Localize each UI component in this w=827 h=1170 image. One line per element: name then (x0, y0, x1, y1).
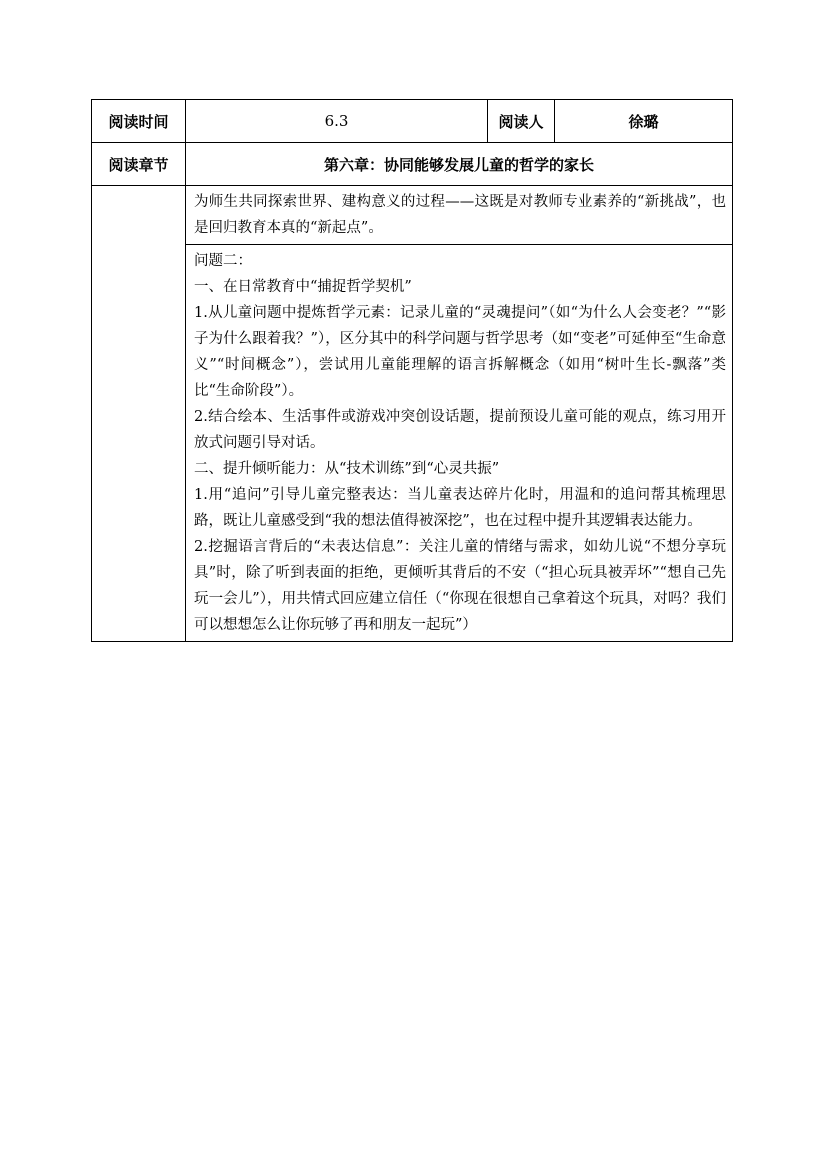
intro-cell (186, 186, 733, 245)
reading-chapter-row (92, 143, 733, 186)
empty-left-cell (92, 186, 186, 642)
intro-text: 为师生共同探索世界、建构意义的过程——这既是对教师专业素养的“新挑战”，也是回归教育本真的“新起点”。 (194, 194, 726, 236)
notes-row (92, 245, 733, 642)
intro-row (92, 186, 733, 245)
notes-cell (186, 245, 733, 642)
section-one-item-2: 2.结合绘本、生活事件或游戏冲突创设话题，提前预设儿童可能的观点，练习用开放式问题引导对话。 (194, 409, 726, 451)
section-two-item-1: 1.用“追问”引导儿童完整表达：当儿童表达碎片化时，用温和的追问帮其梳理思路，既让儿童感受到“我的想法值得被深挖”，也在过程中提升其逻辑表达能力。 (194, 487, 726, 529)
reading-time-label: 阅读时间 (92, 100, 186, 143)
reader-label: 阅读人 (488, 100, 555, 143)
section-two-heading: 二、提升倾听能力：从“技术训练”到“心灵共振” (194, 461, 500, 477)
section-two-item-2: 2.挖掘语言背后的“未表达信息”：关注儿童的情绪与需求，如幼儿说“不想分享玩具”时，除了听到表面的拒绝，更倾听其背后的不安（“担心玩具被弄坏”“想自己先玩一会儿”），用共情式回应建立信任（“你现在很想自己拿着这个玩具，对吗？我们可以想想怎么让你玩够了再和朋友一起玩”） (194, 539, 726, 633)
section-one-heading: 一、在日常教育中“捕捉哲学契机” (194, 279, 412, 295)
reading-time-row (92, 100, 733, 143)
reader-value: 徐璐 (555, 100, 733, 143)
reading-chapter-value: 第六章：协同能够发展儿童的哲学的家长 (186, 143, 733, 186)
reading-chapter-label: 阅读章节 (92, 143, 186, 186)
question-heading: 问题二： (194, 253, 252, 269)
section-one-item-1: 1.从儿童问题中提炼哲学元素：记录儿童的“灵魂提问”（如“为什么人会变老？”“影子为什么跟着我？”），区分其中的科学问题与哲学思考（如“变老”可延伸至“生命意义”“时间概念”），尝试用儿童能理解的语言拆解概念（如用“树叶生长-飘落”类比“生命阶段”）。 (194, 305, 726, 399)
reading-time-value: 6.3 (186, 100, 488, 143)
reading-record-table (91, 99, 733, 642)
